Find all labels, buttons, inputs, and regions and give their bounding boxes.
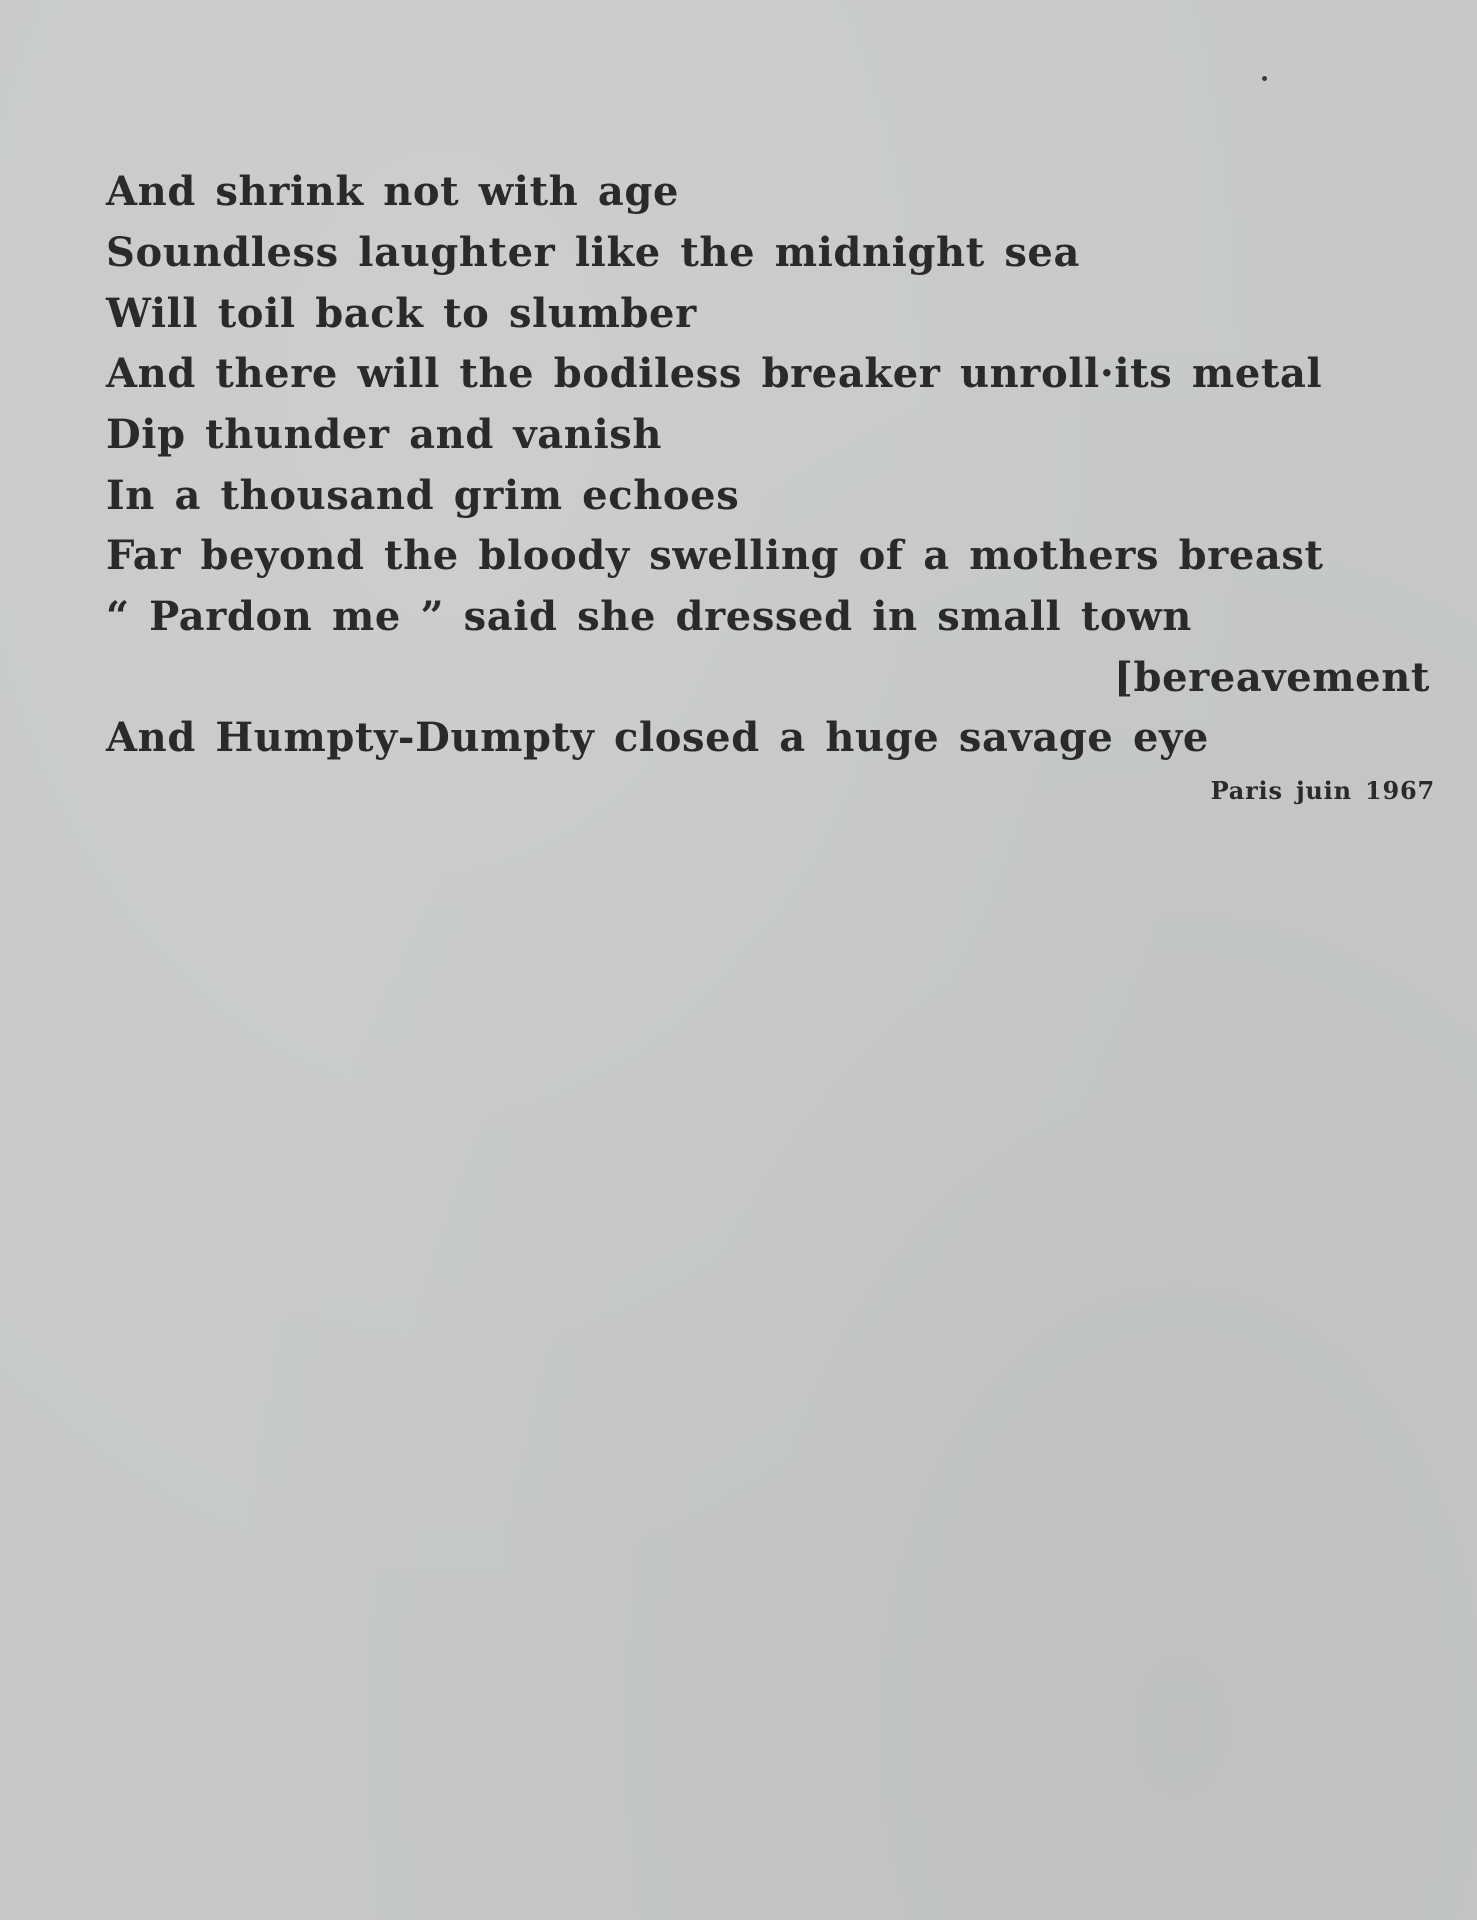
- poem-line: “ Pardon me ” said she dressed in small town: [106, 593, 1192, 640]
- poem-line: Soundless laughter like the midnight sea: [106, 229, 1080, 276]
- poem-line: Far beyond the bloody swelling of a mothers breast: [106, 532, 1324, 579]
- poem-line: Will toil back to slumber: [106, 290, 697, 337]
- poem-line: And Humpty-Dumpty closed a huge savage eye: [106, 714, 1209, 761]
- place-date-signature: Paris juin 1967: [1210, 776, 1435, 805]
- poem-line: Dip thunder and vanish: [106, 411, 663, 458]
- poem-line: And there will the bodiless breaker unroll·its metal: [106, 350, 1323, 397]
- poem-line: In a thousand grim echoes: [106, 472, 740, 519]
- poem-line: And shrink not with age: [106, 168, 680, 215]
- poem-line-continuation: [bereavement: [1113, 654, 1430, 701]
- poem-block: [0, 0, 1477, 820]
